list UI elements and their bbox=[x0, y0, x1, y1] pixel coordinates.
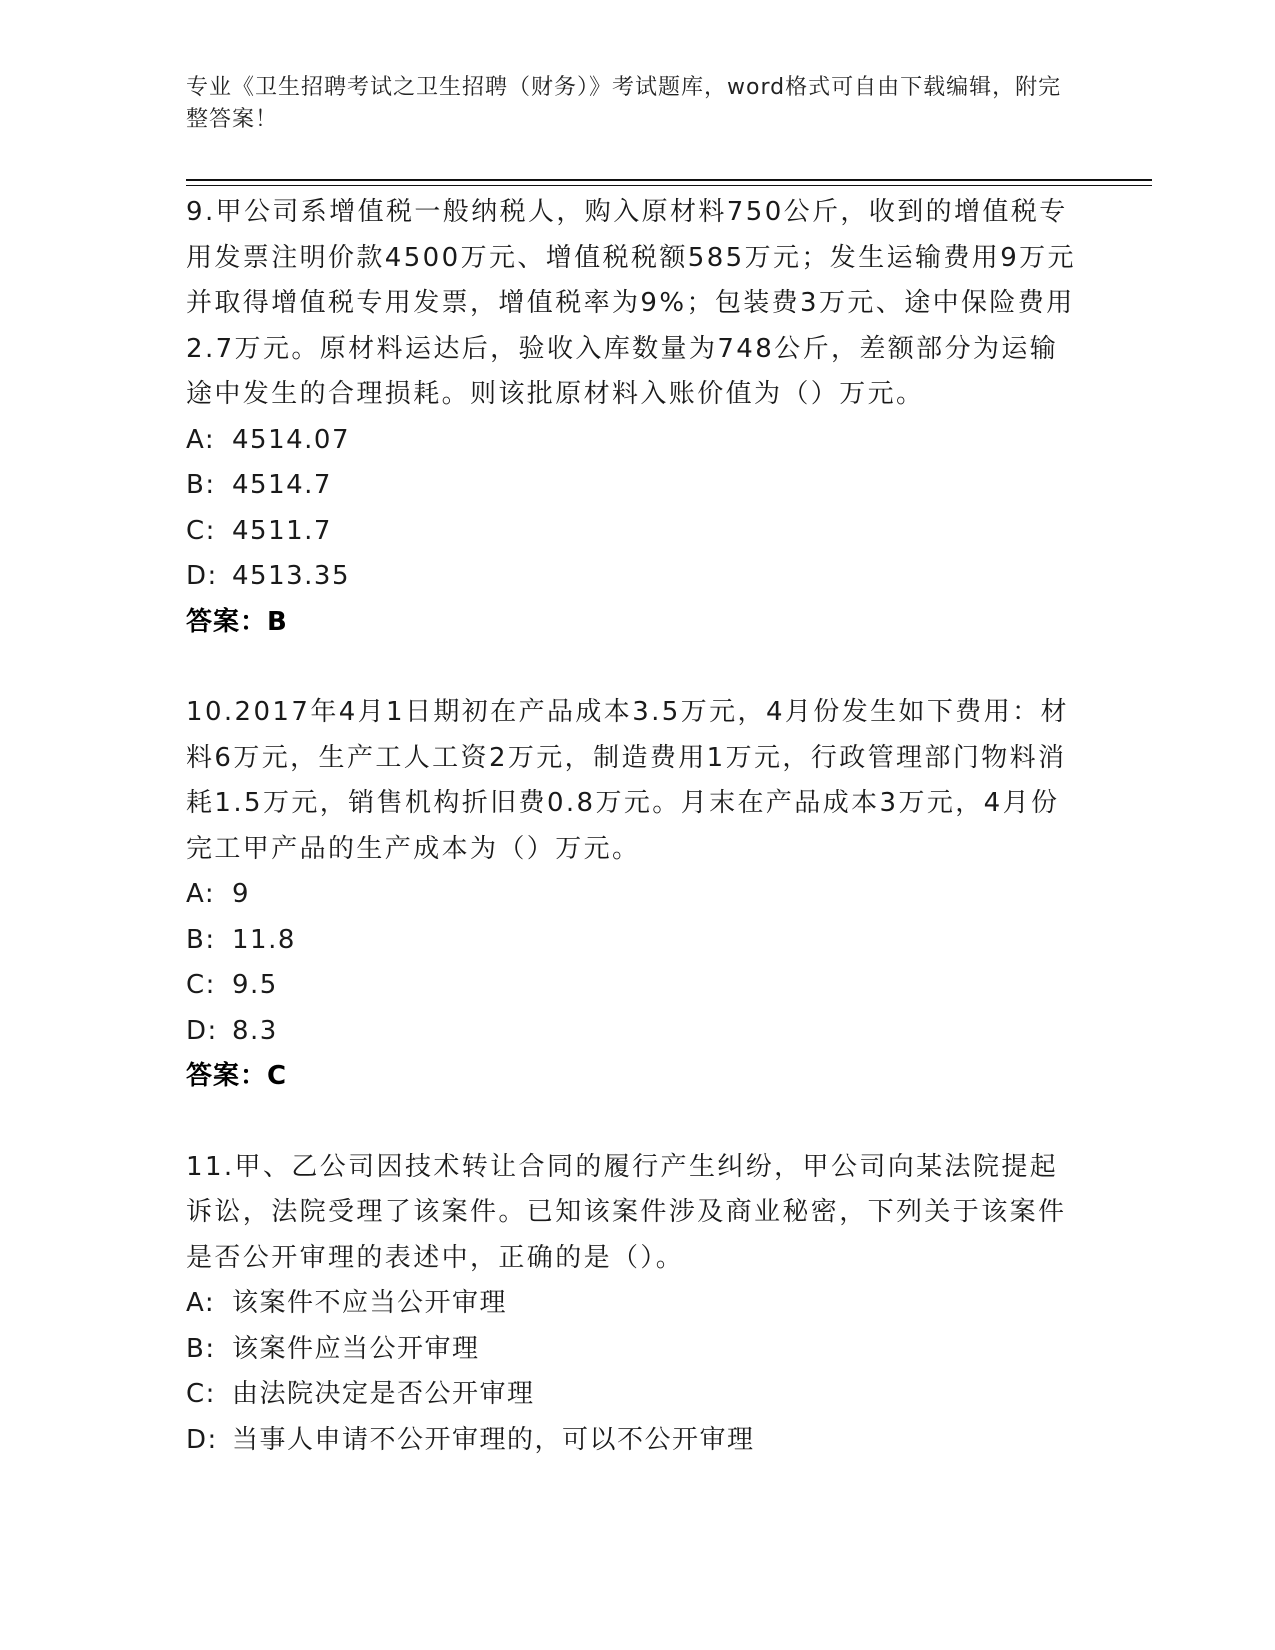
option-text: 8.3 bbox=[232, 1015, 278, 1046]
question-stem: 11.甲、乙公司因技术转让合同的履行产生纠纷，甲公司向某法院提起诉讼，法院受理了该案件。已知该案件涉及商业秘密，下列关于该案件是否公开审理的表述中，正确的是（）。 bbox=[186, 1151, 1067, 1273]
option-label: D: bbox=[186, 561, 218, 591]
option-text: 4514.07 bbox=[232, 424, 351, 455]
option-label: A: bbox=[186, 1288, 216, 1318]
option-c bbox=[186, 963, 1086, 1009]
option-text: 当事人申请不公开审理的，可以不公开审理 bbox=[232, 1424, 755, 1455]
option-b bbox=[186, 463, 1086, 509]
option-text: 4511.7 bbox=[232, 515, 332, 546]
option-c bbox=[186, 509, 1086, 555]
option-text: 4514.7 bbox=[232, 470, 332, 500]
option-label: C: bbox=[186, 515, 216, 546]
answer-line: 答案：C bbox=[186, 1061, 288, 1091]
question-stem: 10.2017年4月1日期初在产品成本3.5万元，4月份发生如下费用：材料6万元，生产工人工资2万元，制造费用1万元，行政管理部门物料消耗1.5万元，销售机构折旧费0.8万元。月末在产品成本3万元，4月份完工甲产品的生产成本为（）万元。 bbox=[186, 697, 1069, 864]
option-d bbox=[186, 1009, 1086, 1055]
option-a bbox=[186, 872, 1086, 918]
option-c bbox=[186, 1372, 1086, 1418]
option-label: C: bbox=[186, 1379, 216, 1409]
option-label: A: bbox=[186, 424, 216, 455]
option-label: B: bbox=[186, 924, 216, 955]
option-text: 11.8 bbox=[232, 924, 296, 955]
question-10 bbox=[186, 690, 1086, 1100]
header-divider-thin bbox=[186, 185, 1152, 186]
option-text: 由法院决定是否公开审理 bbox=[232, 1379, 535, 1409]
option-label: D: bbox=[186, 1015, 218, 1046]
question-11 bbox=[186, 1145, 1086, 1464]
option-label: A: bbox=[186, 879, 216, 909]
option-d bbox=[186, 554, 1086, 600]
option-label: B: bbox=[186, 470, 216, 500]
document-header: 专业《卫生招聘考试之卫生招聘（财务）》考试题库，word格式可自由下载编辑，附完整答案！ bbox=[186, 75, 1062, 132]
question-spacer bbox=[186, 1100, 1086, 1145]
answer-line: 答案：B bbox=[186, 606, 288, 637]
option-text: 9 bbox=[232, 879, 251, 909]
option-b bbox=[186, 918, 1086, 964]
option-a bbox=[186, 418, 1086, 464]
option-b bbox=[186, 1327, 1086, 1373]
option-text: 4513.35 bbox=[232, 561, 351, 591]
header-divider-thick bbox=[186, 179, 1152, 181]
option-label: D: bbox=[186, 1424, 218, 1455]
question-9 bbox=[186, 190, 1086, 645]
option-text: 该案件不应当公开审理 bbox=[232, 1288, 508, 1318]
option-label: B: bbox=[186, 1333, 216, 1364]
option-a bbox=[186, 1281, 1086, 1327]
question-spacer bbox=[186, 645, 1086, 690]
option-text: 9.5 bbox=[232, 970, 278, 1000]
question-stem: 9.甲公司系增值税一般纳税人，购入原材料750公斤，收到的增值税专用发票注明价款4500万元、增值税税额585万元；发生运输费用9万元并取得增值税专用发票，增值税率为9%；包装费3万元、途中保险费用2.7万元。原材料运达后，验收入库数量为748公斤，差额部分为运输途中发生的合理损耗。则该批原材料入账价值为（）万元。 bbox=[186, 197, 1076, 409]
option-d bbox=[186, 1418, 1086, 1464]
option-text: 该案件应当公开审理 bbox=[232, 1333, 480, 1364]
question-list bbox=[186, 190, 1086, 1463]
option-label: C: bbox=[186, 970, 216, 1000]
